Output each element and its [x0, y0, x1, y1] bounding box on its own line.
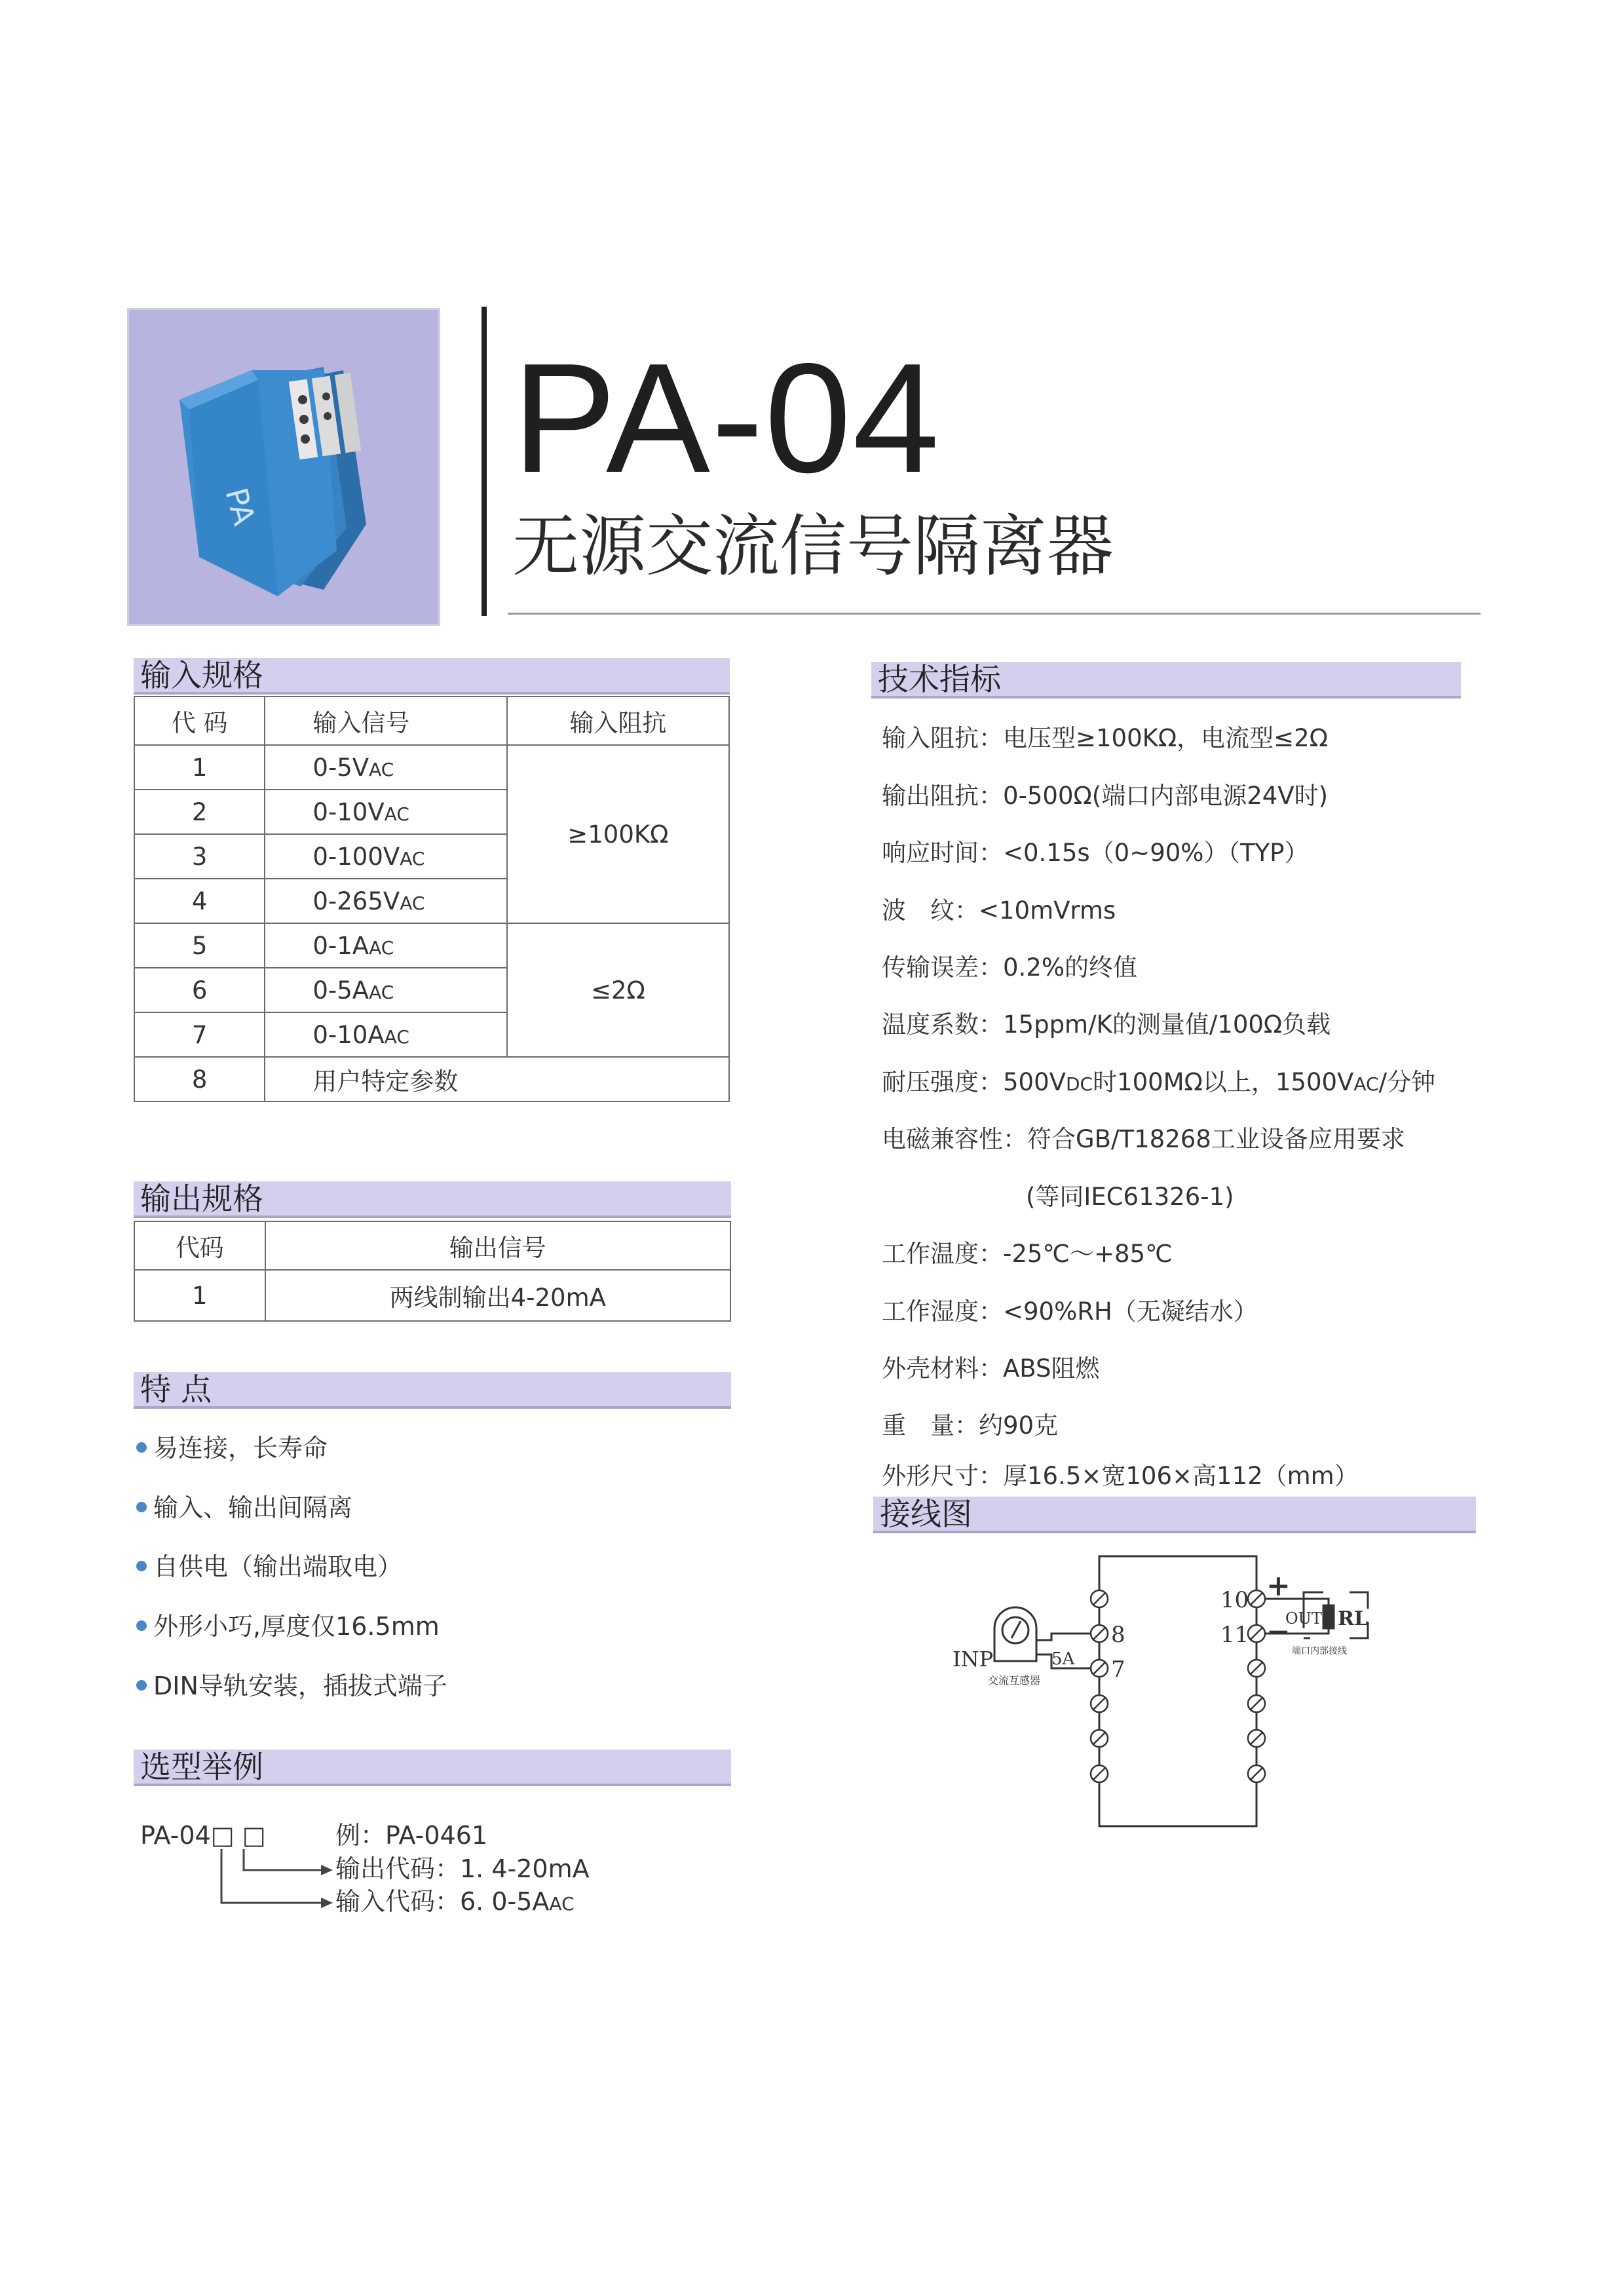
column-header: 代码 — [134, 1221, 265, 1270]
bullet-icon — [136, 1620, 147, 1631]
tech-spec-line: 工作湿度：<90%RH（无凝结水） — [882, 1297, 1258, 1326]
input-spec-table — [134, 696, 730, 1102]
load-label: RL — [1338, 1607, 1369, 1630]
row-signal: 两线制输出4-20mA — [265, 1270, 730, 1321]
row-code: 4 — [134, 879, 265, 923]
table-header-row — [134, 697, 729, 745]
row-signal: 0-265VAC — [265, 879, 506, 923]
row-code: 1 — [134, 1270, 265, 1321]
tech-spec-header: 技术指标 — [871, 662, 1461, 698]
product-photo — [127, 308, 440, 626]
list-item: 输入、输出间隔离 — [136, 1495, 352, 1520]
svg-text:PA: PA — [218, 484, 263, 529]
row-code: 7 — [134, 1012, 265, 1057]
row-signal: 用户特定参数 — [265, 1057, 729, 1101]
tech-spec-line: 波 纹：<10mVrms — [882, 896, 1116, 925]
inp-label: INP — [953, 1647, 994, 1672]
selection-header: 选型举例 — [134, 1750, 731, 1786]
row-code: 1 — [134, 745, 265, 790]
table-row — [134, 745, 729, 790]
row-code: 3 — [134, 834, 265, 879]
tech-spec-line: 重 量：约90克 — [882, 1411, 1059, 1440]
tech-spec-line: 输出阻抗：0-500Ω(端口内部电源24V时) — [882, 782, 1329, 810]
row-signal: 0-10VAC — [265, 790, 506, 834]
table-header-row — [134, 1221, 730, 1270]
wiring-diagram — [943, 1546, 1402, 1841]
tech-spec-emc: 电磁兼容性：符合GB/T18268工业设备应用要求 — [882, 1125, 1405, 1153]
out-label: OUT1 — [1285, 1609, 1332, 1628]
output-code-note: 输出代码：1. 4-20mA — [335, 1854, 590, 1883]
title-divider — [482, 307, 487, 616]
column-header: 输入阻抗 — [507, 697, 729, 745]
pin-10-label: 10 — [1220, 1587, 1249, 1613]
pin-11-label: 11 — [1220, 1622, 1249, 1648]
features-header: 特 点 — [134, 1372, 731, 1409]
ct-rating-label: 5A — [1051, 1649, 1075, 1669]
column-header: 输出信号 — [265, 1221, 730, 1270]
wiring-header: 接线图 — [873, 1497, 1476, 1533]
subtitle-underline — [508, 613, 1481, 615]
tech-spec-line: 温度系数：15ppm/K的测量值/100Ω负载 — [882, 1010, 1331, 1039]
row-code: 5 — [134, 923, 265, 968]
bullet-icon — [136, 1561, 147, 1571]
row-code: 2 — [134, 790, 265, 834]
impedance-voltage: ≥100KΩ — [507, 745, 729, 923]
tech-spec-line: 输入阻抗：电压型≥100KΩ，电流型≤2Ω — [882, 724, 1328, 752]
minus-sign: − — [1266, 1615, 1291, 1649]
row-code: 6 — [134, 968, 265, 1012]
row-code: 8 — [134, 1057, 265, 1101]
selection-example: 例：PA-0461 — [335, 1821, 488, 1850]
tech-spec-line: 工作温度：-25℃～+85℃ — [882, 1240, 1173, 1268]
ct-label: 交流互感器 — [988, 1674, 1041, 1687]
tech-spec-withstand: 耐压强度：500VDC时100MΩ以上，1500VAC/分钟 — [882, 1068, 1436, 1096]
table-row — [134, 1057, 729, 1101]
output-spec-table — [134, 1221, 731, 1322]
tech-spec-line: 传输误差：0.2%的终值 — [882, 953, 1137, 982]
plus-sign: + — [1266, 1569, 1291, 1603]
input-code-note: 输入代码：6. 0-5AAC — [335, 1887, 575, 1916]
impedance-current: ≤2Ω — [507, 923, 729, 1057]
bullet-icon — [136, 1442, 147, 1453]
model-title: PA-04 — [512, 332, 941, 505]
list-item: 易连接，长寿命 — [136, 1436, 328, 1461]
bullet-icon — [136, 1502, 147, 1512]
output-spec-header: 输出规格 — [134, 1181, 731, 1218]
product-subtitle: 无源交流信号隔离器 — [512, 508, 1114, 586]
current-transformer-icon — [994, 1607, 1091, 1668]
table-row — [134, 1270, 730, 1321]
tech-spec-line: 响应时间：<0.15s（0~90%）（TYP） — [882, 839, 1309, 867]
row-signal: 0-5AAC — [265, 968, 506, 1012]
pin-8-label: 8 — [1111, 1622, 1125, 1648]
model-pattern: PA-04□ □ — [140, 1821, 266, 1850]
selection-arrows — [216, 1848, 334, 1913]
row-signal: 0-10AAC — [265, 1012, 506, 1057]
row-signal: 0-5VAC — [265, 745, 506, 790]
row-signal: 0-1AAC — [265, 923, 506, 968]
tech-spec-line: 外形尺寸：厚16.5×宽106×高112（mm） — [882, 1462, 1359, 1490]
list-item: 外形小巧,厚度仅16.5mm — [136, 1614, 440, 1639]
input-spec-header: 输入规格 — [134, 658, 730, 695]
list-item: 自供电（输出端取电） — [136, 1554, 402, 1579]
pin-7-label: 7 — [1111, 1656, 1125, 1683]
column-header: 代 码 — [134, 697, 265, 745]
isolator-module-image — [127, 308, 440, 626]
list-item: DIN导轨安装，插拔式端子 — [136, 1674, 447, 1698]
row-signal: 0-100VAC — [265, 834, 506, 879]
tech-spec-emc-note: (等同IEC61326-1) — [1026, 1183, 1234, 1211]
power-note: 端口内部接线 — [1292, 1646, 1347, 1656]
column-header: 输入信号 — [265, 697, 506, 745]
table-row — [134, 923, 729, 968]
tech-spec-line: 外壳材料：ABS阻燃 — [882, 1354, 1100, 1383]
bullet-icon — [136, 1680, 147, 1691]
